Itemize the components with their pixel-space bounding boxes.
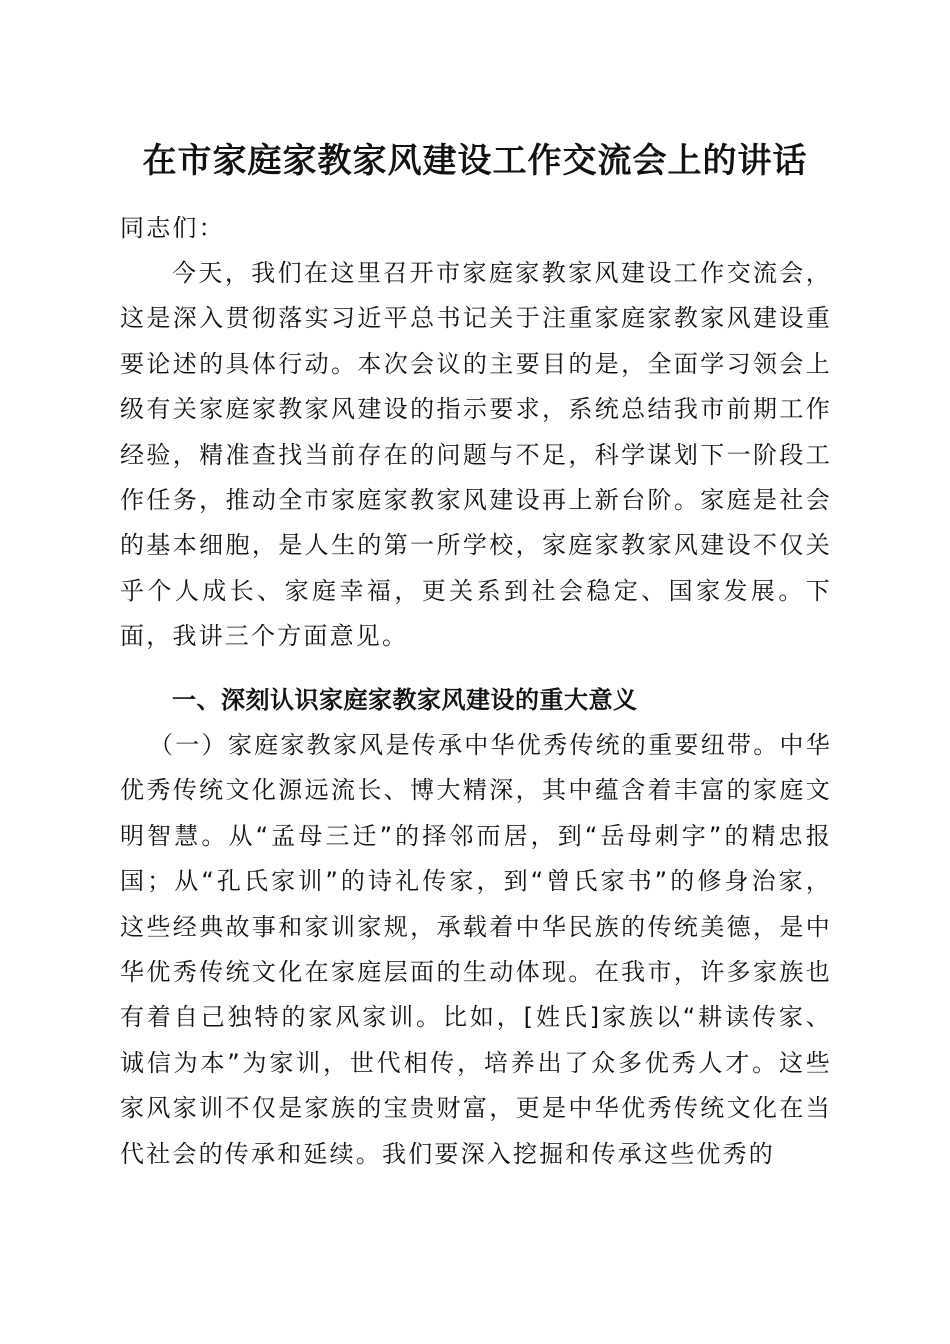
opening-paragraph: 今天，我们在这里召开市家庭家教家风建设工作交流会，这是深入贯彻落实习近平总书记关于注重家庭家教家风建设重要论述的具体行动。本次会议的主要目的是，全面学习领会上级有关家庭家教家风建设的指示要求，系统总结我市前期工作经验，精准查找当前存在的问题与不足，科学谋划下一阶段工作任务，推动全市家庭家教家风建设再上新台阶。家庭是社会的基本细胞，是人生的第一所学校，家庭家教家风建设不仅关乎个人成长、家庭幸福，更关系到社会稳定、国家发展。下面，我讲三个方面意见。 bbox=[120, 259, 832, 651]
subsection-1-body: 中华优秀传统文化源远流长、博大精深，其中蕴含着丰富的家庭文明智慧。从“孟母三迁”的择邻而居，到“岳母刺字”的精忠报国；从“孔氏家训”的诗礼传家，到“曾氏家书”的修身治家，这些经典故事和家训家规，承载着中华民族的传统美德，是中华优秀传统文化在家庭层面的生动体现。在我市，许多家族也有着自己独特的家风家训。比如，[姓氏]家族以“耕读传家、诚信为本”为家训，世代相传，培养出了众多优秀人才。这些家风家训不仅是家族的宝贵财富，更是中华优秀传统文化在当代社会的传承和延续。我们要深入挖掘和传承这些优秀的 bbox=[120, 731, 832, 1168]
section-1-heading: 一、深刻认识家庭家教家风建设的重大意义 bbox=[172, 686, 638, 714]
salutation: 同志们： bbox=[120, 214, 225, 242]
subsection-1-paragraph bbox=[120, 723, 832, 1177]
document-title: 在市家庭家教家风建设工作交流会上的讲话 bbox=[142, 141, 808, 181]
subsection-1-lead: （一）家庭家教家风是传承中华优秀传统的重要纽带。 bbox=[149, 731, 780, 759]
